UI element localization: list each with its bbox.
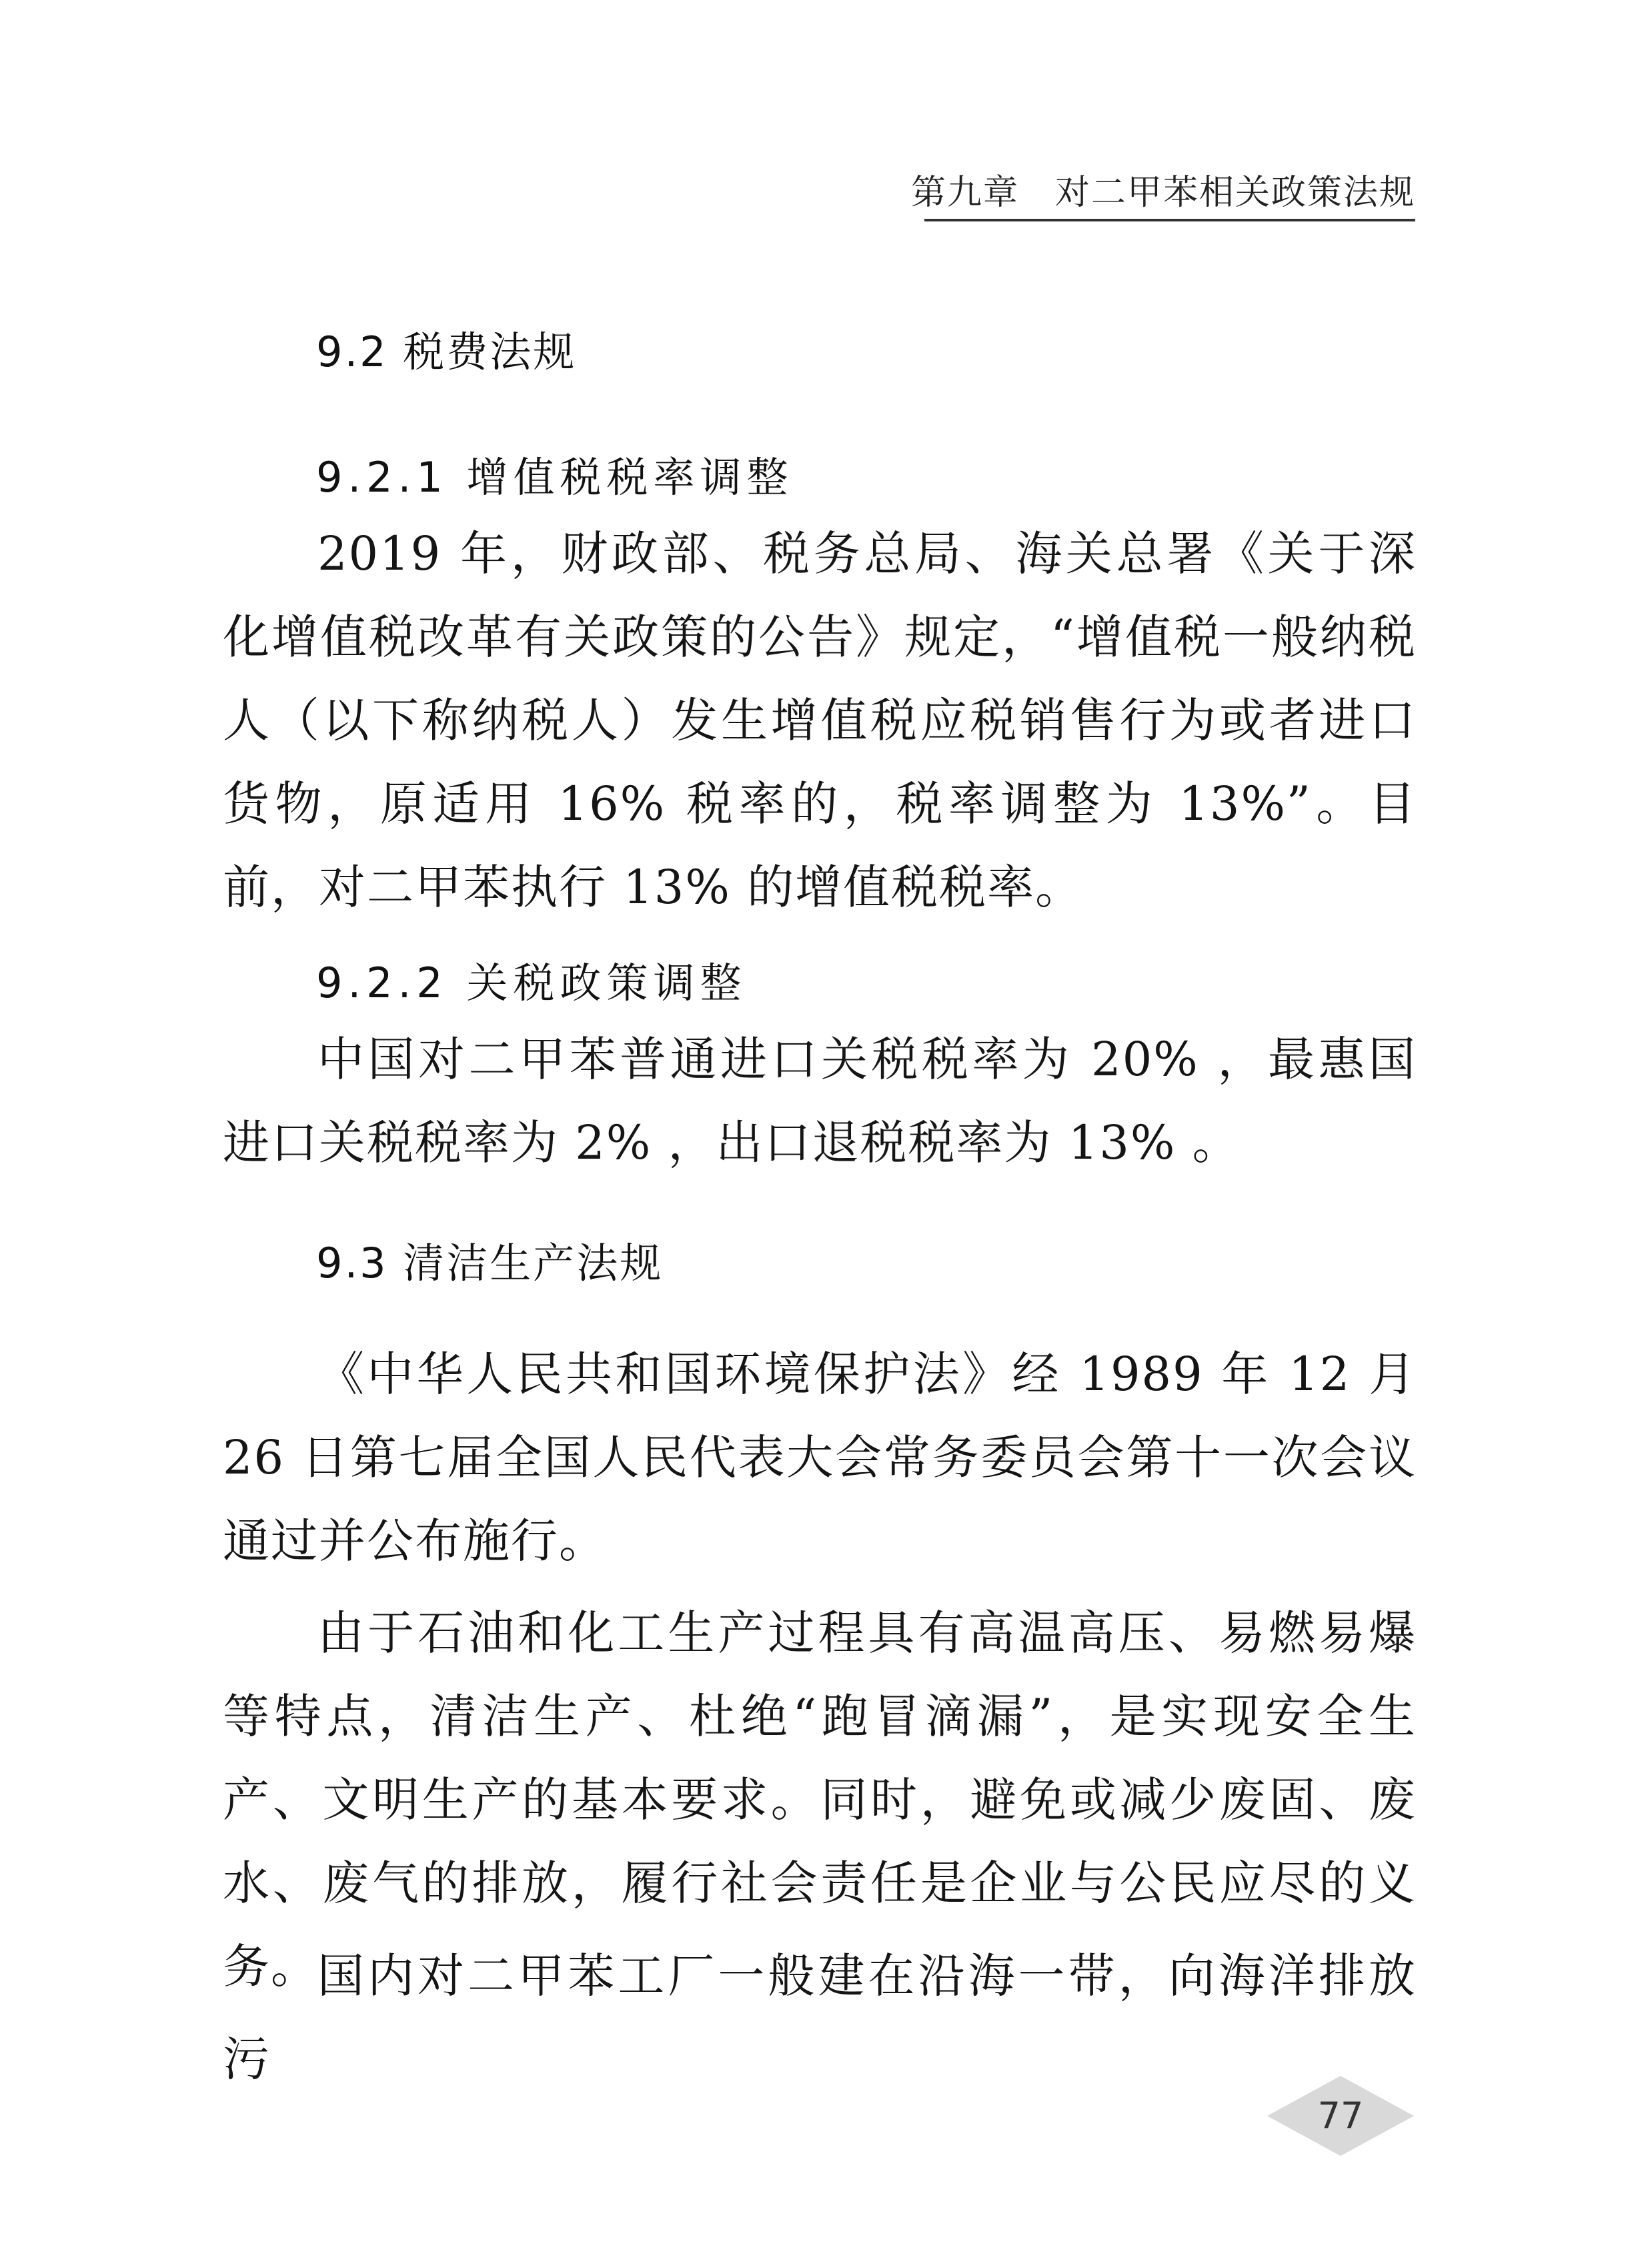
running-header: 第九章 对二甲苯相关政策法规 xyxy=(910,173,1415,213)
section-9-3-paragraph-2: 由于石油和化工生产过程具有高温高压、易燃易爆等特点，清洁生产、杜绝“跑冒滴漏”，是实现安全生产、文明生产的基本要求。同时，避免或减少废固、废水、废气的排放，履行社会责任是企业与公民应尽的义务。 xyxy=(223,1606,1417,1994)
section-9-3-paragraph-3: 国内对二甲苯工厂一般建在沿海一带，向海洋排放污 xyxy=(223,1948,1417,2087)
section-9-2-heading: 9.2 税费法规 xyxy=(316,328,577,376)
section-9-2-1-heading: 9.2.1 增值税税率调整 xyxy=(316,453,794,502)
section-9-2-2-paragraph: 中国对二甲苯普通进口关税税率为 20% ，最惠国进口关税税率为 2% ，出口退税税率为 13% 。 xyxy=(223,1032,1417,1170)
section-9-3-paragraph-1: 《中华人民共和国环境保护法》经 1989 年 12 月 26 日第七届全国人民代表大会常务委员会第十一次会议通过并公布施行。 xyxy=(223,1347,1417,1568)
section-9-2-1-paragraph: 2019 年，财政部、税务总局、海关总署《关于深化增值税改革有关政策的公告》规定，“增值税一般纳税人（以下称纳税人）发生增值税应税销售行为或者进口货物，原适用 16% 税率的，税率调整为 13%”。目前，对二甲苯执行 13% 的增值税税率。 xyxy=(223,526,1417,915)
page-number-badge xyxy=(1267,2076,1414,2156)
section-9-3-heading: 9.3 清洁生产法规 xyxy=(316,1239,664,1287)
page-number: 77 xyxy=(1317,2095,1364,2137)
section-9-2-2-heading: 9.2.2 关税政策调整 xyxy=(316,959,747,1007)
header-rule xyxy=(924,219,1415,221)
